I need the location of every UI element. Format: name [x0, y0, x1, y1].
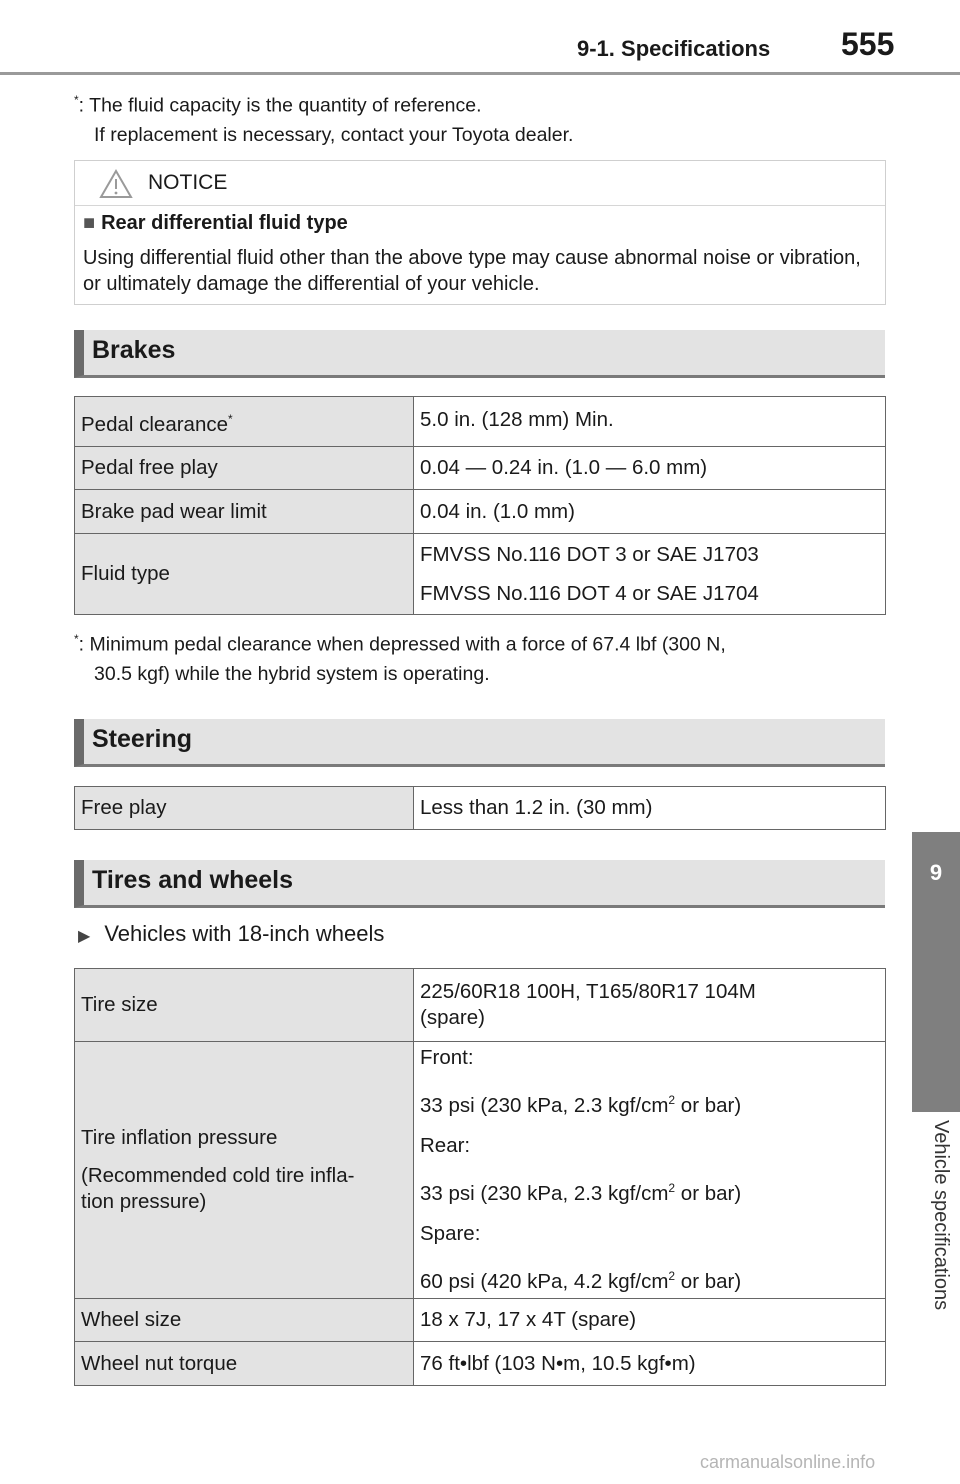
warning-icon: [99, 169, 133, 199]
steering-table: [74, 786, 886, 830]
tires-heading: Tires and wheels: [74, 860, 885, 908]
notice-subhead: ■ Rear differential fluid type: [83, 212, 348, 234]
table-row: Tire size 225/60R18 100H, T165/80R17 104M (spare): [75, 969, 886, 1042]
header-rule: [0, 72, 960, 75]
footnote-star: *: [74, 93, 79, 107]
triangle-bullet-icon: ▶: [78, 928, 91, 945]
brakes-footnote: *: Minimum pedal clearance when depressed with a force of 67.4 lbf (300 N, 30.5 kgf) while the hybrid system is operating.: [74, 632, 726, 685]
notice-body: Using differential fluid other than the above type may cause abnormal noise or vibration, or ultimately damage the differential of your vehicle.: [83, 247, 861, 295]
table-row: Wheel size 18 x 7J, 17 x 4T (spare): [75, 1299, 886, 1342]
brakes-heading: Brakes: [74, 330, 885, 378]
chapter-tab: [912, 832, 960, 1112]
table-row: Tire inflation pressure (Recommended cold tire infla- tion pressure) Front: 33 psi (230 kPa, 2.3 kgf/$cm^2$ or bar) Rear: 33 psi (230 kPa, 2.3 kgf/$cm^2$ or bar) Spare: 60 psi (420 kPa, 4.2 kgf/$cm^2$ or bar): [75, 1042, 886, 1299]
chapter-number: 9: [929, 860, 943, 885]
table-row: Pedal clearance* 5.0 in. (128 mm) Min.: [75, 397, 886, 447]
notice-header: [75, 161, 885, 206]
notice-heading: NOTICE: [148, 171, 228, 194]
page-number: 555: [841, 26, 895, 62]
steering-heading: Steering: [74, 719, 885, 767]
brakes-table: [74, 396, 886, 615]
table-row: Wheel nut torque 76 ft•lbf (103 N•m, 10.5 kgf•m): [75, 1342, 886, 1386]
variant-bullet: ▶ Vehicles with 18-inch wheels: [78, 921, 385, 946]
table-row: Fluid type FMVSS No.116 DOT 3 or SAE J1703 FMVSS No.116 DOT 4 or SAE J1704: [75, 534, 886, 615]
tires-table: [74, 968, 886, 1386]
chapter-label: Vehicle specifications: [930, 1120, 952, 1311]
notice-box: [74, 160, 886, 305]
table-row: Free play Less than 1.2 in. (30 mm): [75, 787, 886, 830]
table-row: Pedal free play 0.04 — 0.24 in. (1.0 — 6.0 mm): [75, 447, 886, 490]
section-title: 9-1. Specifications: [577, 36, 771, 61]
watermark: carmanualsonline.info: [700, 1452, 876, 1472]
square-bullet-icon: ■: [83, 212, 96, 234]
table-row: Brake pad wear limit 0.04 in. (1.0 mm): [75, 490, 886, 534]
fluid-note: *: The fluid capacity is the quantity of reference. If replacement is necessary, contact your Toyota dealer.: [74, 93, 574, 146]
